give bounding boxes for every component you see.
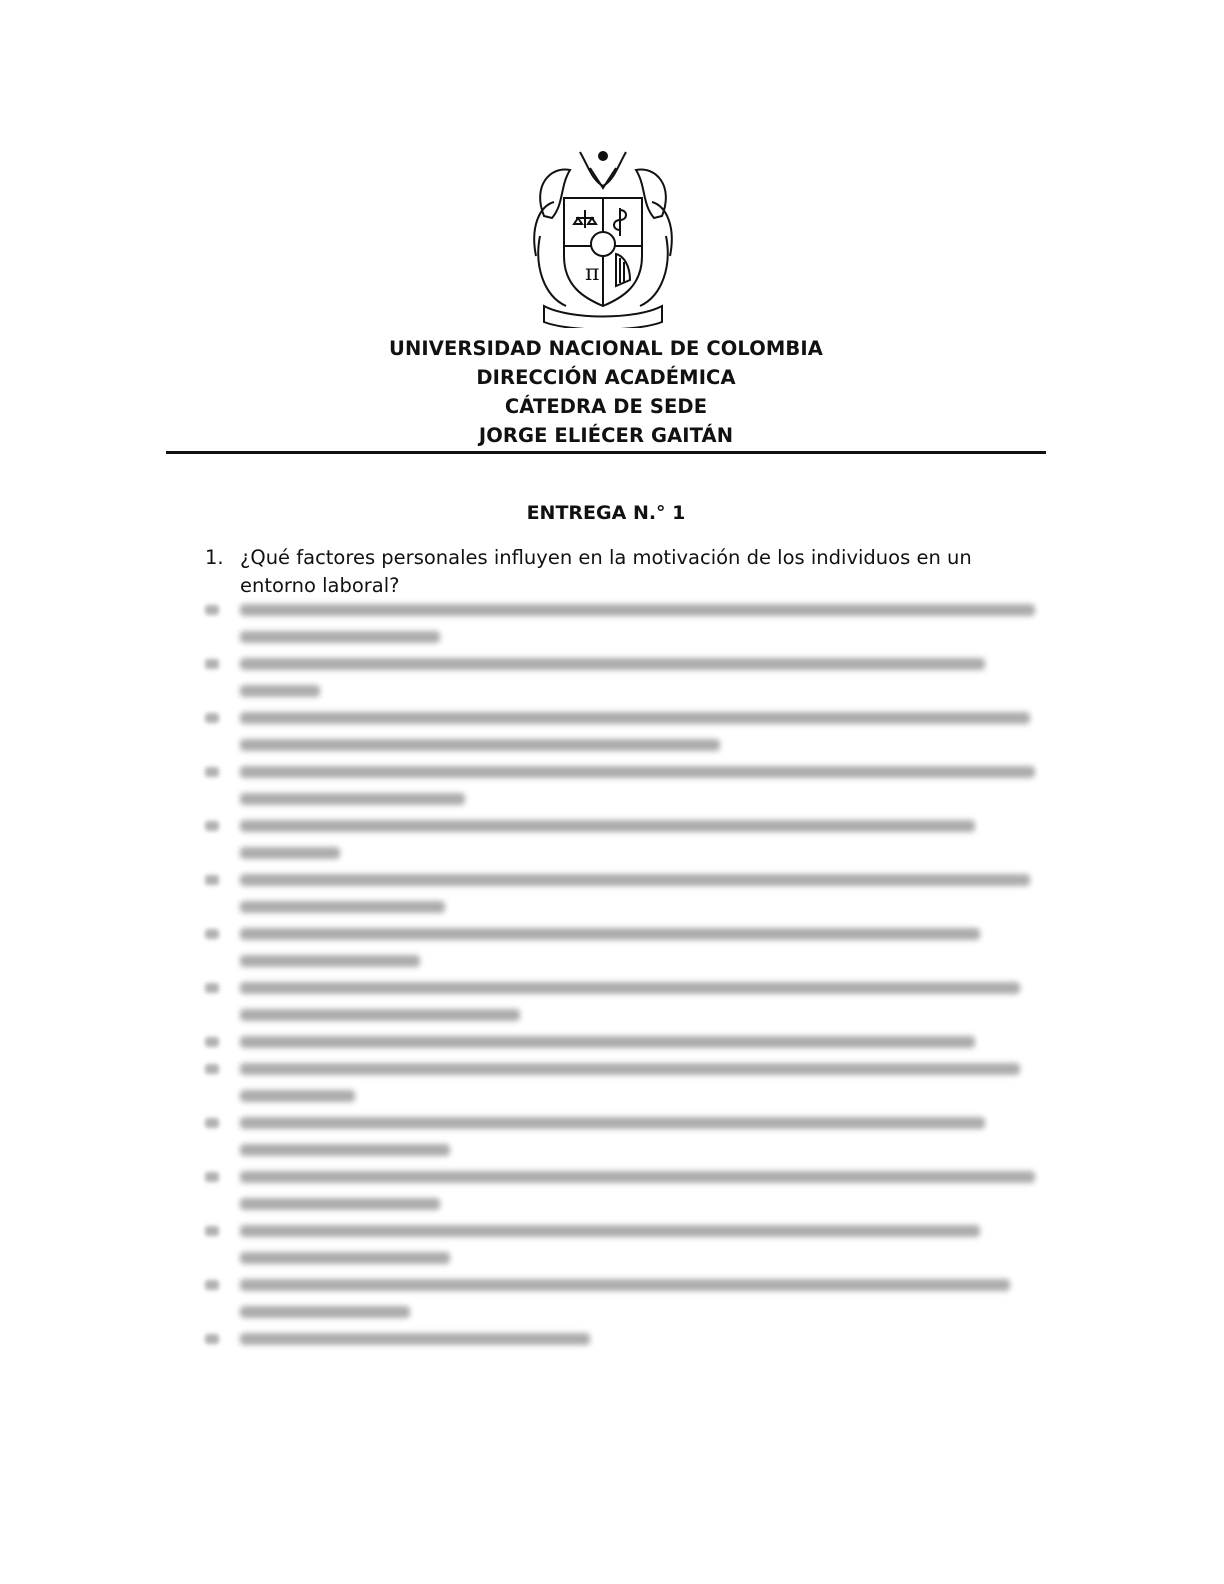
chair-name: CÁTEDRA DE SEDE xyxy=(504,395,708,418)
obscured-line xyxy=(205,792,1035,806)
department-name: DIRECCIÓN ACADÉMICA xyxy=(476,366,736,389)
question-item xyxy=(205,544,1035,600)
svg-text:π: π xyxy=(585,261,600,286)
obscured-line xyxy=(205,765,1035,779)
obscured-line xyxy=(205,1089,1035,1103)
obscured-line xyxy=(205,927,1035,941)
obscured-line xyxy=(205,1035,1035,1049)
obscured-line xyxy=(205,900,1035,914)
obscured-line xyxy=(205,738,1035,752)
obscured-line xyxy=(205,657,1035,671)
question-text: ¿Qué factores personales influyen en la motivación de los individuos en un entorno laboral? xyxy=(240,546,972,597)
obscured-line xyxy=(205,846,1035,860)
obscured-line xyxy=(205,1305,1035,1319)
obscured-line xyxy=(205,711,1035,725)
obscured-line xyxy=(205,1116,1035,1130)
obscured-line xyxy=(205,1197,1035,1211)
obscured-line xyxy=(205,630,1035,644)
obscured-line xyxy=(205,819,1035,833)
obscured-line xyxy=(205,1170,1035,1184)
obscured-line xyxy=(205,981,1035,995)
obscured-line xyxy=(205,1062,1035,1076)
obscured-line xyxy=(205,684,1035,698)
obscured-line xyxy=(205,1278,1035,1292)
obscured-line xyxy=(205,1008,1035,1022)
obscured-line xyxy=(205,1224,1035,1238)
header-divider xyxy=(166,451,1046,454)
document-title: ENTREGA N.° 1 xyxy=(526,502,686,524)
obscured-line xyxy=(205,873,1035,887)
question-number: 1. xyxy=(205,546,224,569)
document-header xyxy=(0,334,1212,450)
obscured-questions xyxy=(205,603,1035,1359)
university-name: UNIVERSIDAD NACIONAL DE COLOMBIA xyxy=(389,337,823,360)
obscured-line xyxy=(205,603,1035,617)
obscured-line xyxy=(205,954,1035,968)
obscured-line xyxy=(205,1251,1035,1265)
obscured-line xyxy=(205,1143,1035,1157)
university-crest-icon xyxy=(530,146,676,328)
chair-subtitle: JORGE ELIÉCER GAITÁN xyxy=(478,424,734,447)
obscured-line xyxy=(205,1332,1035,1346)
